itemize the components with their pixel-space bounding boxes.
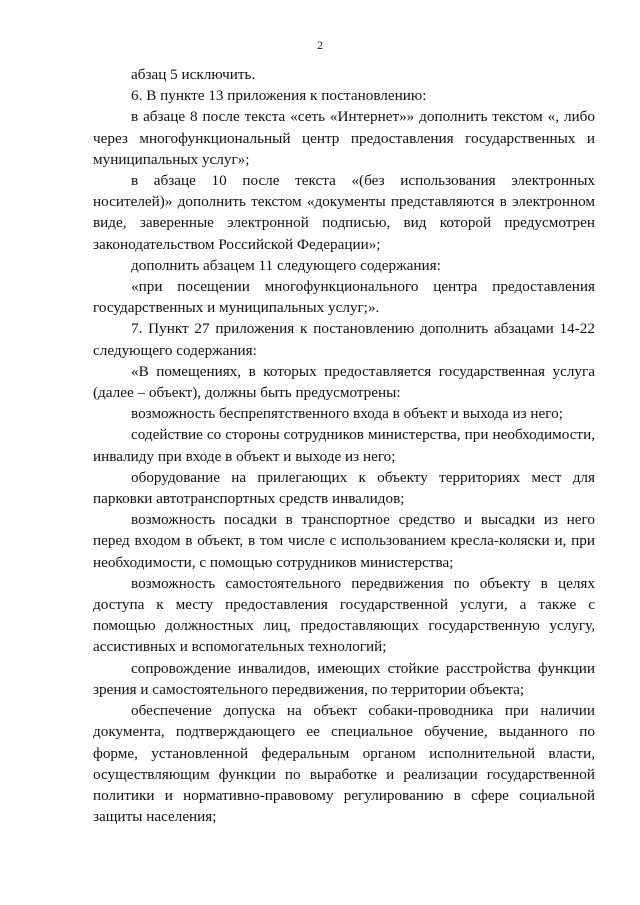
paragraph: возможность самостоятельного передвижения по объекту в целях доступа к месту предоставления государственной услуги, а также с помощью должностных лиц, предоставляющих государственную услугу, ассистивных и вспомогательных технологий; — [93, 574, 595, 656]
page-number: 2 — [317, 38, 323, 52]
paragraph: дополнить абзацем 11 следующего содержания: — [131, 256, 441, 274]
paragraph: возможность беспрепятственного входа в объект и выхода из него; — [131, 405, 563, 423]
paragraph: содействие со стороны сотрудников министерства, при необходимости, инвалиду при входе в объект и выходе из него; — [93, 426, 595, 465]
document-body — [93, 64, 595, 827]
paragraph: в абзаце 8 после текста «сеть «Интернет»» дополнить текстом «, либо через многофункциональный центр предоставления государственных и муниципальных услуг»; — [93, 108, 595, 168]
paragraph: 7. Пункт 27 приложения к постановлению дополнить абзацами 14-22 следующего содержания: — [93, 320, 595, 359]
paragraph: «при посещении многофункционального центра предоставления государственных и муниципальных услуг;». — [93, 278, 595, 317]
paragraph: возможность посадки в транспортное средство и высадки из него перед входом в объект, в том числе с использованием кресла-коляски и, при необходимости, с помощью сотрудников министерства; — [93, 511, 595, 571]
paragraph: абзац 5 исключить. — [131, 66, 256, 83]
paragraph: сопровождение инвалидов, имеющих стойкие расстройства функции зрения и самостоятельного передвижения, по территории объекта; — [93, 659, 595, 698]
paragraph: обеспечение допуска на объект собаки-проводника при наличии документа, подтверждающего ее специальное обучение, выданного по форме, установленной федеральным органом исполнительной власти, осуществляющим функции по выработке и реализации государственной политики и нормативно-правовому регулированию в сфере социальной защиты населения; — [93, 702, 595, 826]
paragraph: «В помещениях, в которых предоставляется государственная услуга (далее – объект), должны быть предусмотрены: — [93, 362, 595, 402]
paragraph: 6. В пункте 13 приложения к постановлению: — [131, 87, 427, 105]
paragraph: в абзаце 10 после текста «(без использования электронных носителей)» дополнить текстом «документы представляются в электронном виде, заверенные электронной подписью, вид которой предусмотрен законодательством Российской Федерации»; — [93, 172, 595, 253]
paragraph: оборудование на прилегающих к объекту территориях мест для парковки автотранспортных средств инвалидов; — [93, 468, 595, 508]
